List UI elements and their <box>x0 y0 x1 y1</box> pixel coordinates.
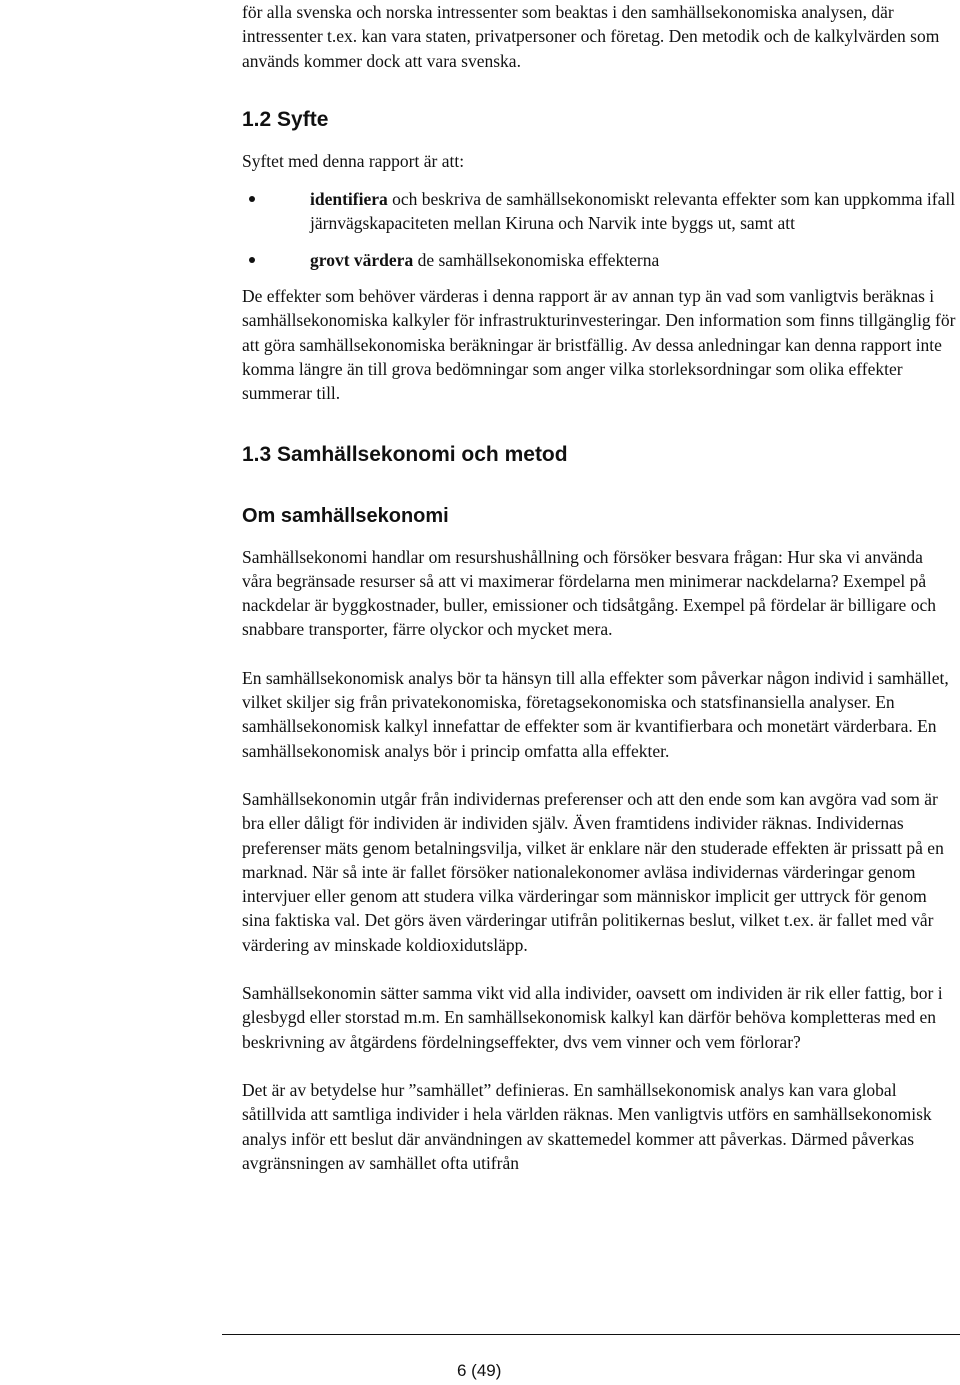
section-heading-samhallsekonomi: 1.3 Samhällsekonomi och metod <box>242 442 568 466</box>
bullet-item <box>242 187 956 236</box>
bullet-text: de samhällsekonomiska effekterna <box>413 249 660 270</box>
body-paragraph: En samhällsekonomisk analys bör ta hänsyn till alla effekter som påverkar någon individ i samhället, vilket skiljer sig från privatekonomiska, företagsekonomiska och statsfinansiella analyser. En samhällsekonomisk kalkyl innefattar de effekter som är kvantifierbara och monetärt värderbara. En samhällsekonomisk analys bör i princip omfatta alla effekter. <box>242 667 949 761</box>
subheading-om-samhallsekonomi: Om samhällsekonomi <box>242 504 449 527</box>
syfte-bullet-list <box>242 187 956 272</box>
body-paragraph: Samhällsekonomi handlar om resurshushållning och försöker besvara frågan: Hur ska vi använda våra begränsade resurser så att vi maximerar fördelarna men minimerar nackdelarna? Exempel på nackdelar är byggkostnader, buller, emissioner och tidsåtgång. Exempel på fördelar är billigare och snabbare transporter, färre olyckor och mycket mera. <box>242 546 936 640</box>
document-body <box>242 0 956 1175</box>
bullet-icon <box>249 196 255 202</box>
bullet-bold-text: grovt värdera <box>310 249 414 270</box>
page-number: 6 (49) <box>457 1361 502 1380</box>
syfte-lead: Syftet med denna rapport är att: <box>242 150 465 171</box>
intro-paragraph: för alla svenska och norska intressenter som beaktas i den samhällsekonomiska analysen, där intressenter t.ex. kan vara staten, privatpersoner och företag. Den metodik och de kalkylvärden som används kommer dock att vara svenska. <box>242 2 940 71</box>
footer-divider <box>222 1334 960 1335</box>
syfte-paragraph: De effekter som behöver värderas i denna rapport är av annan typ än vad som vanligtvis beräknas i samhällsekonomiska kalkyler för infrastrukturinvesteringar. Den information som finns tillgänglig för att göra samhällsekonomiska beräkningar är bristfällig. Av dessa anledningar kan denna rapport inte komma längre än till grova bedömningar som anger vilka storleksordningar som olika effekter summerar till. <box>242 286 956 404</box>
bullet-text: och beskriva de samhällsekonomiskt relevanta effekter som kan uppkomma ifall järnvägskapaciteten mellan Kiruna och Narvik inte byggs ut, samt att <box>310 189 956 234</box>
bullet-icon <box>249 257 255 263</box>
body-paragraph: Samhällsekonomin utgår från individernas preferenser och att den ende som kan avgöra vad som är bra eller dåligt för individen är individen själv. Även framtidens individer räknas. Individernas preferenser mäts genom betalningsvilja, vilket är enklare när den studerade effekten är prissatt på en marknad. När så inte är fallet försöker nationalekonomer avläsa individernas värderingar genom intervjuer eller genom att studera vilka värderingar som människor implicit ger uttryck för genom sina faktiska val. Det görs även värderingar utifrån politikernas beslut, vilket t.ex. är fallet med vår värdering av minskade koldioxidutsläpp. <box>242 788 944 955</box>
section-heading-syfte: 1.2 Syfte <box>242 107 329 131</box>
bullet-bold-text: identifiera <box>310 189 388 210</box>
body-paragraph: Det är av betydelse hur ”samhället” definieras. En samhällsekonomisk analys kan vara global såtillvida att samtliga individer i hela världen räknas. Men vanligtvis utförs en samhällsekonomisk analys inför ett beslut där användningen av skattemedel kommer att påverkas. Därmed påverkas avgränsningen av samhället ofta utifrån <box>242 1079 932 1173</box>
body-paragraph: Samhällsekonomin sätter samma vikt vid alla individer, oavsett om individen är rik eller fattig, bor i glesbygd eller storstad m.m. En samhällsekonomisk kalkyl kan därför behöva kompletteras med en beskrivning av åtgärdens fördelningseffekter, dvs vem vinner och vem förlorar? <box>242 983 943 1052</box>
bullet-item <box>242 248 956 272</box>
